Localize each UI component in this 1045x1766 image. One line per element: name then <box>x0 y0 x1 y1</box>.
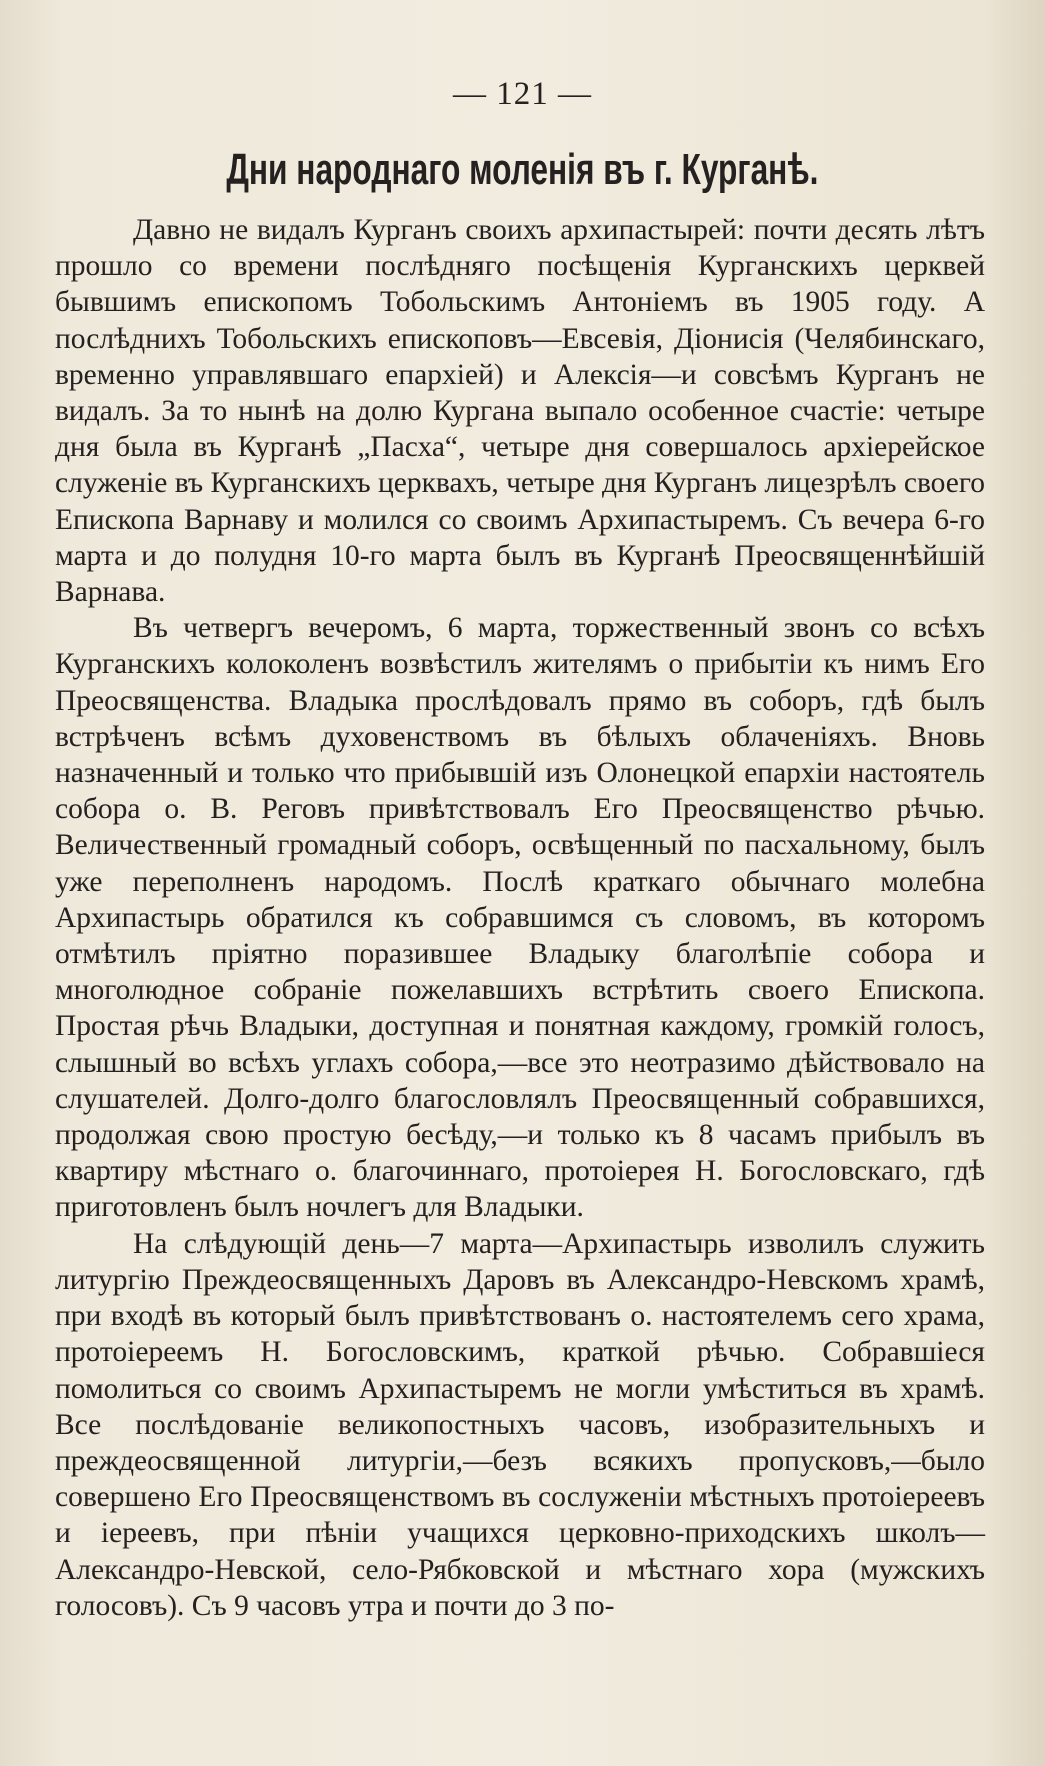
article-body <box>55 212 985 1624</box>
paragraph-1: Давно не видалъ Курганъ своихъ архипастырей: почти десять лѣтъ прошло со времени послѣдняго посѣщенія Курганскихъ церквей бывшимъ епископомъ Тобольскимъ Антоніемъ въ 1905 году. А послѣднихъ Тобольскихъ епископовъ—Евсевія, Діонисія (Челябинскаго, временно управлявшаго епархіей) и Алексія—и совсѣмъ Курганъ не видалъ. За то нынѣ на долю Кургана выпало особенное счастіе: четыре дня была въ Курганѣ „Пасха“, четыре дня совершалось архіерейское служеніе въ Курганскихъ церквахъ, четыре дня Курганъ лицезрѣлъ своего Епископа Варнаву и молился со своимъ Архипастыремъ. Съ вечера 6-го марта и до полудня 10-го марта былъ въ Курганѣ Преосвященнѣйшій Варнава. <box>55 214 985 609</box>
page-number: — 121 — <box>453 76 592 112</box>
article-title: Дни народнаго моленія въ г. Курганѣ. <box>226 145 819 194</box>
paragraph-2: Въ четвергъ вечеромъ, 6 марта, торжественный звонъ со всѣхъ Курганскихъ колоколенъ возвѣстилъ жителямъ о прибытіи къ нимъ Его Преосвященства. Владыка прослѣдовалъ прямо въ соборъ, гдѣ былъ встрѣченъ всѣмъ духовенствомъ въ бѣлыхъ облаченіяхъ. Вновь назначенный и только что прибывшій изъ Олонецкой епархіи настоятель собора о. В. Реговъ привѣтствовалъ Его Преосвященство рѣчью. Величественный громадный соборъ, освѣщенный по пасхальному, былъ уже переполненъ народомъ. Послѣ краткаго обычнаго молебна Архипастырь обратился къ собравшимся съ словомъ, въ которомъ отмѣтилъ пріятно поразившее Владыку благолѣпіе собора и многолюдное собраніе пожелавшихъ встрѣтить своего Епископа. Простая рѣчь Владыки, доступная и понятная каждому, громкій голосъ, слышный во всѣхъ углахъ собора,—все это неотразимо дѣйствовало на слушателей. Долго-долго благословлялъ Преосвященный собравшихся, продолжая свою простую бесѣду,—и только къ 8 часамъ прибылъ въ квартиру мѣстнаго о. благочиннаго, протоіерея Н. Богословскаго, гдѣ приготовленъ былъ ночлегъ для Владыки. <box>55 612 985 1224</box>
paragraph-3: На слѣдующій день—7 марта—Архипастырь изволилъ служить литургію Преждеосвященныхъ Даровъ въ Александро-Невскомъ храмѣ, при входѣ въ который былъ привѣтствованъ о. настоятелемъ сего храма, протоіереемъ Н. Богословскимъ, краткой рѣчью. Собравшіеся помолиться со своимъ Архипастыремъ не могли умѣститься въ храмѣ. Все послѣдованіе великопостныхъ часовъ, изобразительныхъ и преждеосвященной литургіи,—безъ всякихъ пропусковъ,—было совершено Его Преосвященствомъ въ сослуженіи мѣстныхъ протоіереевъ и іереевъ, при пѣніи учащихся церковно-приходскихъ школъ—Александро-Невской, село-Рябковской и мѣстнаго хора (мужскихъ голосовъ). Съ 9 часовъ утра и почти до 3 по- <box>55 1227 985 1622</box>
